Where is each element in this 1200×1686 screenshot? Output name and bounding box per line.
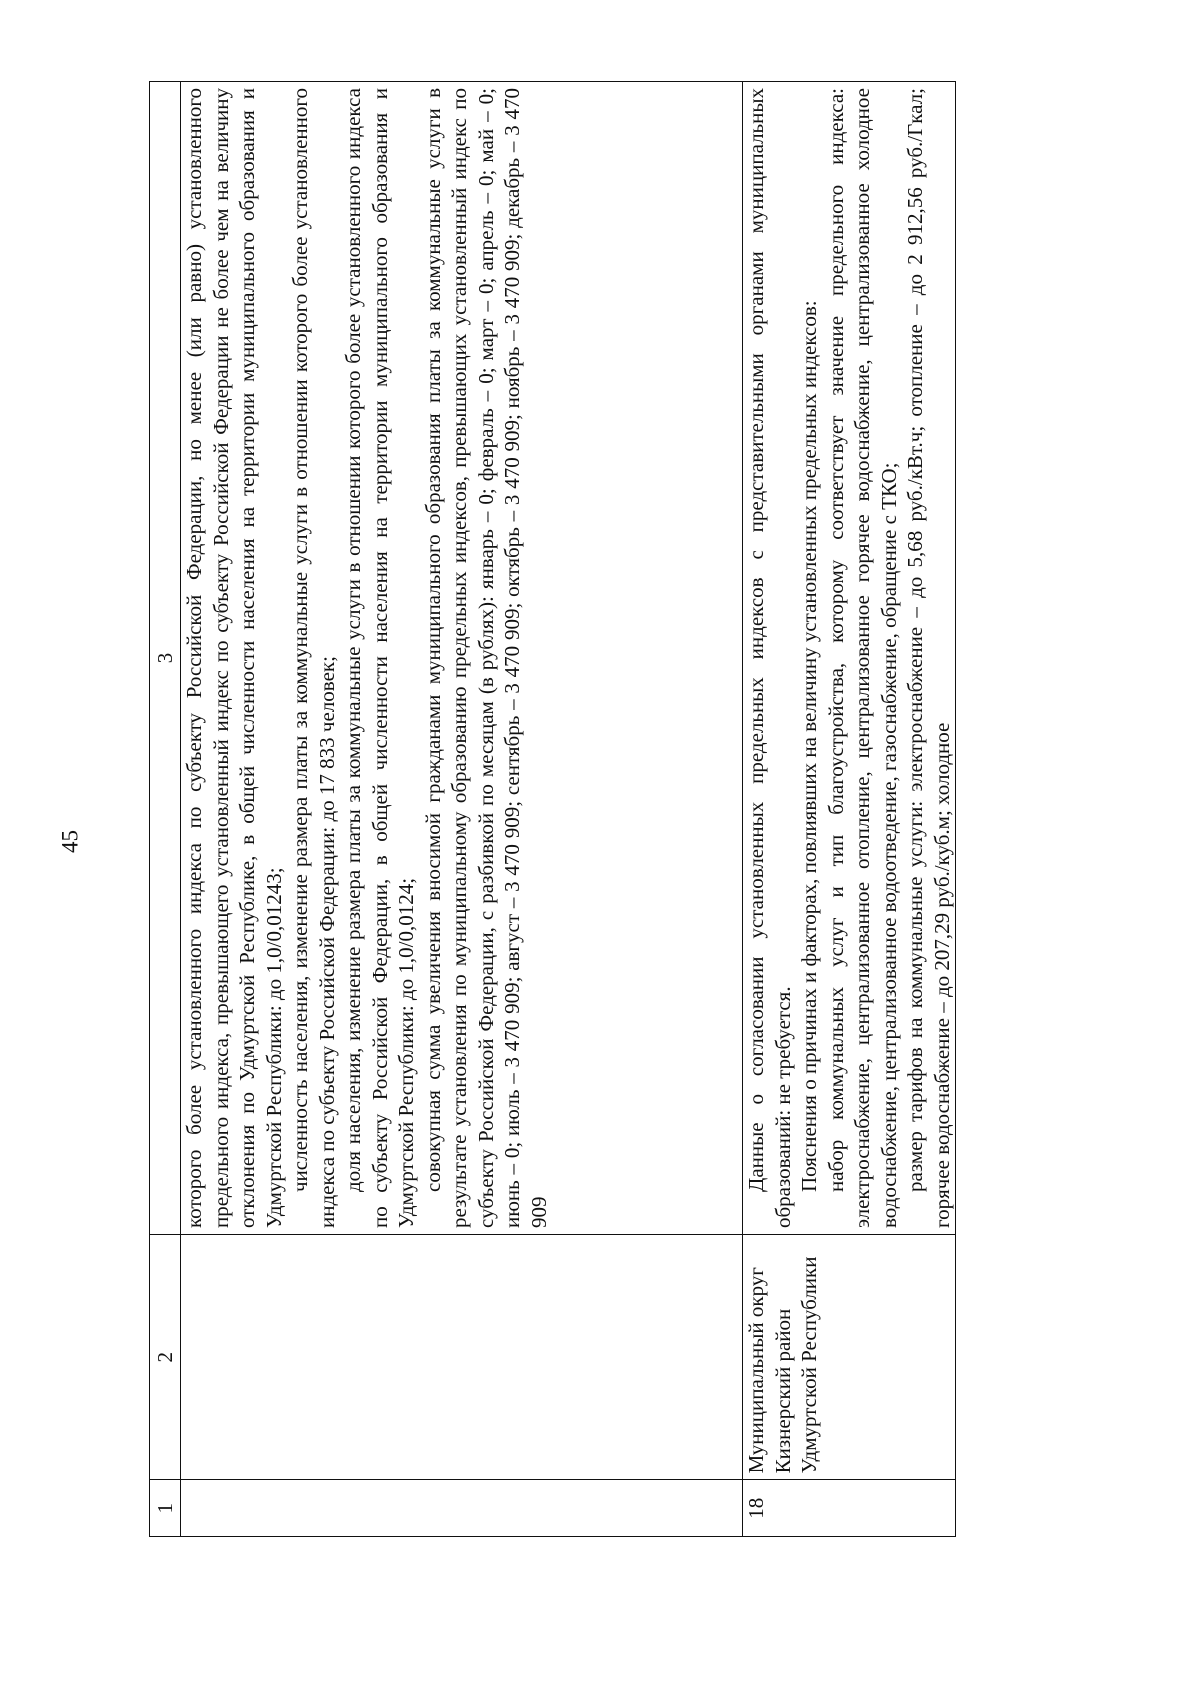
paragraph: совокупная сумма увеличения вносимой гражданами муниципального образования платы за коммунальные услуги в результате установления по муниципальному образованию предельных индексов, превышающих установленный индекс по субъекту Российской Федерации, с разбивкой по месяцам (в рублях): январь – 0; февраль – 0; март – 0; апрель – 0; май – 0; июнь – 0; июль – 3 470 909; август – 3 470 909; сентябрь – 3 470 909; октябрь – 3 470 909; ноябрь – 3 470 909; декабрь – 3 470 909	[420, 88, 551, 1228]
page-number: 45	[57, 830, 83, 853]
table-row	[743, 82, 956, 1537]
row-number-cell	[181, 1480, 743, 1537]
paragraph: размер тарифов на коммунальные услуги: электроснабжение – до 5,68 руб./кВт.ч; отопление – до 2 912,56 руб./Гкал; горячее водоснабжение – до 207,29 руб./куб.м; холодное	[903, 88, 954, 1228]
paragraph: Данные о согласовании установленных предельных индексов с представительными органами муниципальных образований: не требуется.	[744, 88, 795, 1228]
table-header-row	[150, 82, 181, 1537]
row-number-cell: 18	[743, 1480, 956, 1537]
paragraph: доля населения, изменение размера платы за коммунальные услуги в отношении которого более установленного индекса по субъекту Российской Федерации, в общей численности населения на территории муниципального образования и Удмуртской Республики: до 1,0/0,0124;	[341, 88, 418, 1228]
paragraph: Пояснения о причинах и факторах, повлиявших на величину установленных предельных индексов:	[797, 300, 821, 1192]
description-cell	[181, 82, 743, 1235]
header-cell: 3	[150, 82, 181, 1235]
data-table	[149, 81, 956, 1537]
header-cell: 1	[150, 1480, 181, 1537]
paragraph: набор коммунальных услуг и тип благоустройства, которому соответствует значение предельного индекса: электроснабжение, централизованное отопление, централизованное горячее водоснабжение, централизованное холодное водоснабжение, централизованное водоотведение, газоснабжение, обращение с ТКО;	[823, 88, 901, 1228]
municipality-cell: Муниципальный округ Кизнерский район Удмуртской Республики	[743, 1235, 956, 1480]
paragraph: численность населения, изменение размера платы за коммунальные услуги в отношении которого более установленного индекса по субъекту Российской Федерации: до 17 833 человек;	[288, 88, 339, 1228]
table-row	[181, 82, 743, 1537]
municipality-cell	[181, 1235, 743, 1480]
rotated-table-container	[149, 81, 1074, 1537]
description-cell	[743, 82, 956, 1235]
header-cell: 2	[150, 1235, 181, 1480]
paragraph: которого более установленного индекса по субъекту Российской Федерации, но менее (или равно) установленного предельного индекса, превышающего установленный индекс по субъекту Российской Федерации не более чем на величину отклонения по Удмуртской Республике, в общей численности населения на территории муниципального образования и Удмуртской Республики: до 1,0/0,01243;	[182, 88, 286, 1228]
